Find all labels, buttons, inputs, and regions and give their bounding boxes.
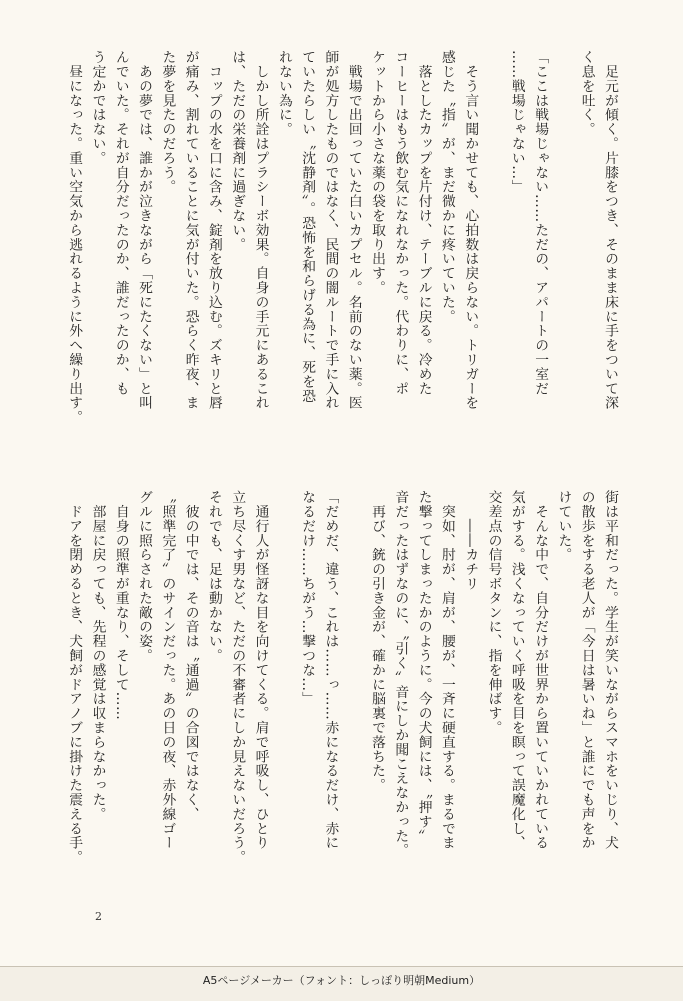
text-line: ケットから小さな薬の袋を取り出す。 — [369, 50, 386, 295]
text-line: けていた。 — [555, 490, 572, 562]
text-line: 再び、銃の引き金が、確かに脳裏で落ちた。 — [369, 490, 386, 793]
text-line: れない為に。 — [275, 50, 292, 137]
text-line: 師が処方したものではなく、民間の闇ルートで手に入れ — [322, 50, 339, 410]
text-line: 落としたカップを片付け、テーブルに戻る。冷めた — [415, 50, 432, 396]
text-line: そう言い聞かせても、心拍数は戻らない。トリガーを — [462, 50, 479, 410]
text-line: た夢を見たのだろう。 — [159, 50, 176, 194]
text-line: 街は平和だった。学生が笑いながらスマホをいじり、犬 — [602, 490, 618, 850]
text-line: が痛み、割れていることに気が付いた。恐らく昨夜、ま — [182, 50, 199, 410]
text-line: なるだけ……ちがう…撃つな…」 — [299, 490, 316, 706]
text-line: ていたらしい〝沈静剤〟。恐怖を和らげる為に、死を恐 — [299, 50, 316, 404]
text-line: 戦場で出回っていた白いカプセル。名前のない薬。医 — [345, 50, 362, 410]
text-line: 自身の照準が重なり、そして…… — [112, 490, 129, 721]
text-line: ドアを閉めるとき、犬飼がドアノブに掛けた震える手。 — [66, 490, 83, 865]
page-number: 2 — [95, 910, 102, 923]
text-line: 音だったはずなのに、〝引く〟音にしか聞こえなかった。 — [392, 490, 409, 858]
text-line: あの夢では、誰かが泣きながら「死にたくない」と叫 — [136, 50, 153, 410]
text-line: ……戦場じゃない…」 — [508, 50, 525, 194]
text-line: コップの水を口に含み、錠剤を放り込む。ズキリと唇 — [205, 50, 222, 410]
text-line: 「だめだ、違う、これは……っ……赤になるだけ、赤に — [322, 490, 339, 850]
text-line — [481, 50, 504, 450]
text-line: 〝照準完了〟のサインだった。あの日の夜、赤外線ゴー — [159, 490, 176, 850]
text-line: う定かではない。 — [89, 50, 106, 166]
text-line: そんな中で、自分だけが世界から置いていかれている — [532, 490, 549, 850]
text-block-top — [62, 50, 621, 450]
text-line: それでも、足は動かない。 — [205, 490, 222, 663]
text-line: 足元が傾く。片膝をつき、そのまま床に手をついて深 — [602, 50, 618, 410]
text-line — [272, 490, 295, 890]
text-line: は、ただの栄養剤に過ぎない。 — [229, 50, 246, 252]
text-line: 突如、肘が、肩が、腰が、一斉に硬直する。まるでま — [438, 490, 455, 850]
text-line: 通行人が怪訝な目を向けてくる。肩で呼吸し、ひとり — [252, 490, 269, 850]
text-line: 昼になった。重い空気から逃れるように外へ繰り出す。 — [66, 50, 83, 425]
text-line: 立ち尽くす男など、ただの不審者にしか見えないだろう。 — [229, 490, 246, 865]
text-line: く息を吐く。 — [578, 50, 595, 137]
text-line: た撃ってしまったかのように。今の犬飼には、〝押す〟 — [415, 490, 432, 844]
text-line — [341, 490, 364, 890]
text-line: 交差点の信号ボタンに、指を伸ばす。 — [485, 490, 502, 735]
text-line: んでいた。それが自分だったのか、誰だったのか、も — [112, 50, 129, 396]
text-line: 彼の中では、その音は〝通過〟の合図ではなく、 — [182, 490, 199, 822]
text-line — [551, 50, 574, 450]
text-line: しかし所詮はプラシーボ効果。自身の手元にあるこれ — [252, 50, 269, 410]
text-line: 部屋に戻っても、先程の感覚は収まらなかった。 — [89, 490, 106, 822]
text-line: 感じた〝指〟が、まだ微かに疼いていた。 — [438, 50, 455, 324]
text-block-bottom — [62, 490, 621, 890]
text-line: 「ここは戦場じゃない……ただの、アパートの一室だ — [532, 50, 549, 396]
page-footer: A5ページメーカー（フォント：しっぽり明朝Medium） — [0, 966, 683, 1001]
text-line: ――カチリ — [462, 490, 479, 591]
text-line: 気がする。浅くなっていく呼吸を目を瞑って誤魔化し、 — [508, 490, 525, 850]
text-line: コーヒーはもう飲む気になれなかった。代わりに、ポ — [392, 50, 409, 396]
text-line: の散歩をする老人が「今日は暑いね」と誰にでも声をか — [578, 490, 595, 850]
text-line: グルに照らされた敵の姿。 — [136, 490, 153, 663]
